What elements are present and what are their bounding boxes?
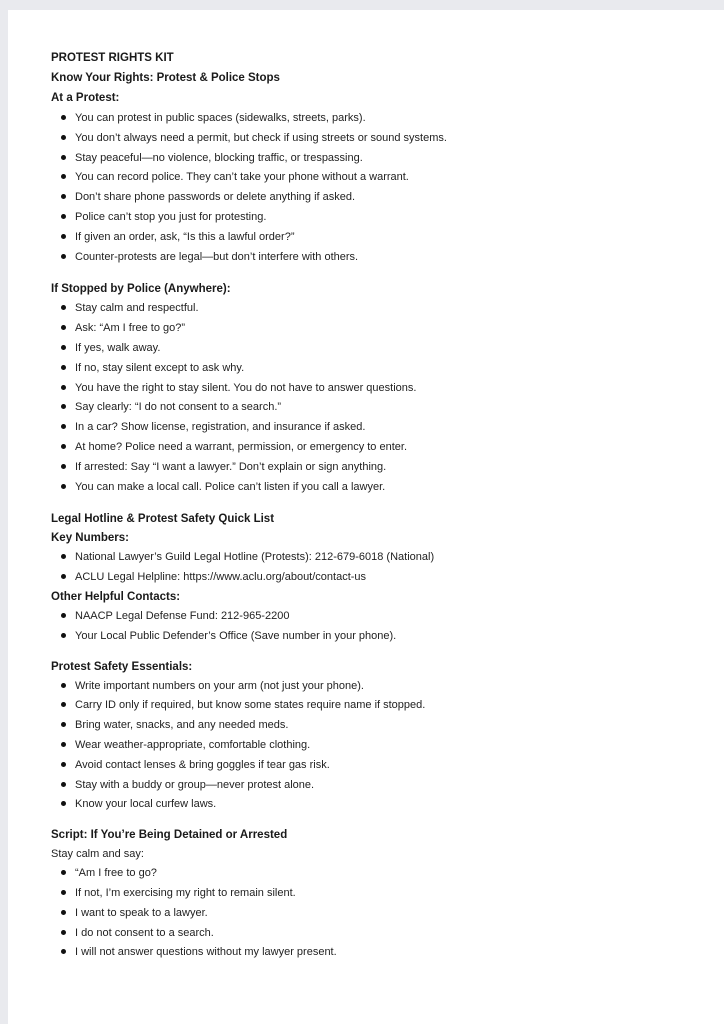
bullet-icon [61,870,66,875]
bullet-icon [61,174,66,179]
list-item [51,210,701,230]
list-item [51,460,701,480]
list-item [51,570,701,590]
list-item-text: You don’t always need a permit, but check if using streets or sound systems. [75,131,447,144]
list-item-text: You can record police. They can’t take your phone without a warrant. [75,171,409,184]
bullet-icon [61,949,66,954]
bullet-icon [61,702,66,707]
section-spacer [51,269,701,282]
list-item-text: If not, I’m exercising my right to remain silent. [75,886,296,899]
bullet-icon [61,742,66,747]
list-item-text: Avoid contact lenses & bring goggles if tear gas risk. [75,758,330,771]
bullet-icon [61,683,66,688]
bullet-icon [61,424,66,429]
list-item-text: ACLU Legal Helpline: https://www.aclu.org/about/contact-us [75,571,367,584]
list-item [51,550,701,570]
list-item [51,361,701,381]
bullet-icon [61,722,66,727]
list-item-text: Don’t share phone passwords or delete anything if asked. [75,191,356,204]
bullet-icon [61,633,66,638]
list-item [51,797,701,817]
list-item-text: Bring water, snacks, and any needed meds. [75,719,289,732]
bullet-icon [61,404,66,409]
list-item [51,906,701,926]
bullet-icon [61,385,66,390]
bullet-icon [61,135,66,140]
list-item-text: I will not answer questions without my lawyer present. [75,946,337,959]
list-item [51,698,701,718]
bullet-icon [61,574,66,579]
bullet-icon [61,325,66,330]
key-numbers-list [51,550,701,590]
bullet-icon [61,613,66,618]
list-item [51,420,701,440]
bullet-icon [61,305,66,310]
bullet-icon [61,464,66,469]
document-subtitle: Know Your Rights: Protest & Police Stops [51,72,280,84]
bullet-icon [61,484,66,489]
bullet-icon [61,910,66,915]
document-page [8,10,724,1024]
section-spacer [51,649,701,660]
list-item [51,866,701,886]
list-item-text: Counter-protests are legal—but don’t interfere with others. [75,250,359,263]
script-list [51,866,701,965]
list-item-text: You can make a local call. Police can’t listen if you call a lawyer. [75,480,386,493]
list-item [51,151,701,171]
list-item-text: Wear weather-appropriate, comfortable clothing. [75,738,311,751]
bullet-icon [61,762,66,767]
list-item-text: Stay peaceful—no violence, blocking traffic, or trespassing. [75,151,363,164]
key-numbers-heading: Key Numbers: [51,532,129,545]
list-item-text: Say clearly: “I do not consent to a search.” [75,401,282,414]
list-item [51,400,701,420]
at-protest-heading: At a Protest: [51,92,120,104]
list-item [51,886,701,906]
list-item [51,945,701,965]
bullet-icon [61,115,66,120]
section-spacer [51,817,701,828]
stopped-list [51,301,701,499]
list-item-text: I do not consent to a search. [75,926,214,939]
list-item-text: NAACP Legal Defense Fund: 212-965-2200 [75,609,290,622]
list-item-text: You have the right to stay silent. You do not have to answer questions. [75,381,417,394]
list-item-text: National Lawyer’s Guild Legal Hotline (Protests): 212-679-6018 (National) [75,551,435,564]
bullet-icon [61,155,66,160]
list-item [51,250,701,270]
list-item [51,321,701,341]
list-item-text: In a car? Show license, registration, and insurance if asked. [75,421,366,434]
list-item [51,778,701,798]
script-heading: Script: If You’re Being Detained or Arrested [51,829,288,842]
bullet-icon [61,214,66,219]
list-item-text: At home? Police need a warrant, permission, or emergency to enter. [75,440,408,453]
list-item [51,758,701,778]
bullet-icon [61,254,66,259]
other-contacts-heading: Other Helpful Contacts: [51,590,181,603]
list-item-text: Write important numbers on your arm (not just your phone). [75,679,364,692]
safety-heading: Protest Safety Essentials: [51,660,193,673]
list-item [51,609,701,629]
list-item [51,440,701,460]
list-item [51,341,701,361]
list-item-text: Ask: “Am I free to go?” [75,322,186,335]
other-contacts-list [51,609,701,649]
hotline-heading: Legal Hotline & Protest Safety Quick List [51,513,275,526]
list-item [51,718,701,738]
list-item-text: You can protest in public spaces (sidewalks, streets, parks). [75,112,366,124]
list-item-text: Police can’t stop you just for protesting. [75,210,267,223]
list-item [51,480,701,500]
list-item-text: If given an order, ask, “Is this a lawful order?” [75,230,295,243]
bullet-icon [61,782,66,787]
list-item [51,301,701,321]
at-protest-list [51,111,701,269]
section-spacer [51,499,701,512]
document-content [51,51,701,965]
list-item [51,926,701,946]
list-item-text: If no, stay silent except to ask why. [75,361,245,374]
list-item [51,679,701,699]
document-title: PROTEST RIGHTS KIT [51,52,174,64]
list-item-text: If arrested: Say “I want a lawyer.” Don’t explain or sign anything. [75,460,387,473]
list-item [51,629,701,649]
bullet-icon [61,444,66,449]
bullet-icon [61,554,66,559]
script-intro: Stay calm and say: [51,848,144,861]
list-item [51,230,701,250]
list-item [51,170,701,190]
list-item-text: Your Local Public Defender’s Office (Save number in your phone). [75,629,397,642]
list-item [51,131,701,151]
list-item-text: Stay with a buddy or group—never protest alone. [75,778,315,791]
list-item [51,111,701,131]
bullet-icon [61,234,66,239]
bullet-icon [61,801,66,806]
bullet-icon [61,930,66,935]
stopped-heading: If Stopped by Police (Anywhere): [51,283,231,296]
list-item-text: If yes, walk away. [75,341,161,354]
list-item [51,738,701,758]
list-item-text: Know your local curfew laws. [75,798,217,811]
bullet-icon [61,365,66,370]
list-item [51,190,701,210]
list-item-text: Stay calm and respectful. [75,302,199,315]
list-item-text: “Am I free to go? [75,867,157,880]
bullet-icon [61,194,66,199]
bullet-icon [61,345,66,350]
safety-list [51,679,701,818]
bullet-icon [61,890,66,895]
list-item-text: I want to speak to a lawyer. [75,906,208,919]
list-item [51,381,701,401]
list-item-text: Carry ID only if required, but know some states require name if stopped. [75,699,426,712]
